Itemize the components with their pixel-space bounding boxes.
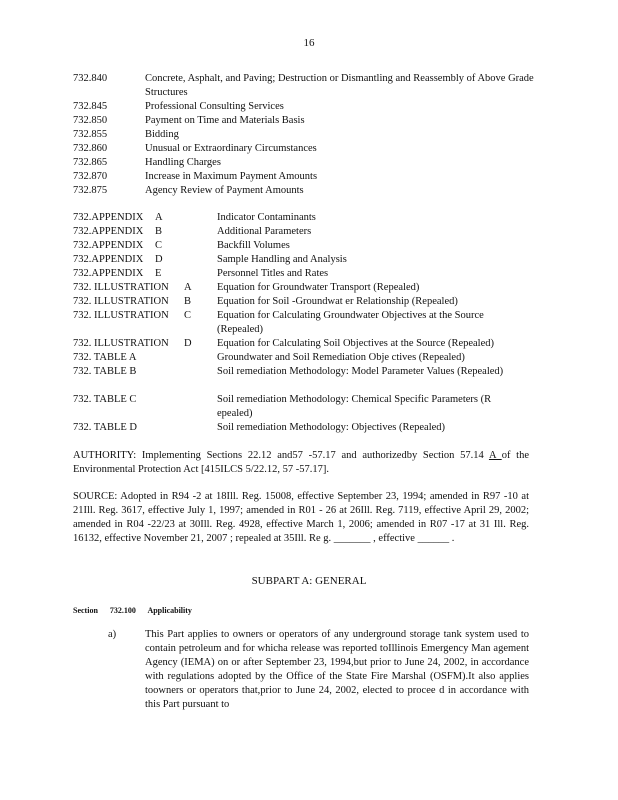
illustration-label: 732. ILLUSTRATION — [73, 338, 169, 349]
table-label: 732. TABLE C — [73, 394, 137, 405]
illustration-description: Equation for Soil -Groundwat er Relationship (Repealed) — [217, 296, 458, 307]
appendix-description: Sample Handling and Analysis — [217, 254, 347, 265]
subpart-heading: SUBPART A: GENERAL — [251, 575, 367, 587]
illustration-letter: D — [184, 338, 192, 349]
item-a-label: a) — [108, 629, 117, 640]
toc-description: Unusual or Extraordinary Circumstances — [145, 143, 317, 154]
toc-number: 732.875 — [73, 185, 108, 196]
table-label: 732. TABLE D — [73, 422, 138, 433]
item-a-text: This Part applies to owners or operators of any underground storage tank system used to contain petroleum and for whicha release was reported toIllinois Emergency Man agement Agency (IEMA) on or after September 23, 1994,but prior to June 24, 2002, in accordance with regulations adopted by the Office of the State Fire Marshal (OSFM).It also applies toowners or operators that,prior to June 24, 2002, elected to procee d in accordance with this Part pursuant to — [145, 629, 529, 710]
illustration-description: Equation for Groundwater Transport (Repealed) — [217, 282, 420, 293]
table-description: Soil remediation Methodology: Chemical Specific Parameters (R epealed) — [217, 394, 492, 419]
appendix-label: 732.APPENDIX — [73, 226, 144, 237]
section-label: Section — [73, 606, 98, 615]
appendix-description: Backfill Volumes — [217, 240, 290, 251]
illustration-description: Equation for Calculating Groundwater Objectives at the Source (Repealed) — [217, 310, 484, 335]
table-label: 732. TABLE B — [73, 366, 137, 377]
illustration-label: 732. ILLUSTRATION — [73, 296, 169, 307]
toc-description: Handling Charges — [145, 157, 221, 168]
section-heading — [73, 604, 202, 618]
toc-number: 732.840 — [73, 73, 108, 84]
authority-text-continued: of the Environmental Protection Act [415ILCS 5/22.12, 57 -57.17]. — [73, 450, 529, 475]
toc-number: 732.855 — [73, 129, 108, 140]
toc-number: 732.860 — [73, 143, 108, 154]
source-paragraph — [73, 490, 529, 546]
authority-text: AUTHORITY: Implementing Sections 22.12 and57 -57.17 and authorizedby Section 57.14 — [73, 450, 489, 461]
appendix-description: Indicator Contaminants — [217, 212, 316, 223]
toc-number: 732.865 — [73, 157, 108, 168]
appendix-description: Personnel Titles and Rates — [217, 268, 329, 279]
toc-description: Payment on Time and Materials Basis — [145, 115, 305, 126]
table-label: 732. TABLE A — [73, 352, 137, 363]
source-blank-1: _______ — [333, 533, 371, 544]
toc-description: Concrete, Asphalt, and Paving; Destruction or Dismantling and Reassembly of Above Grade Structures — [145, 73, 534, 98]
toc-number: 732.845 — [73, 101, 108, 112]
appendix-letter: D — [155, 254, 163, 265]
appendix-description: Additional Parameters — [217, 226, 312, 237]
appendix-letter: A — [155, 212, 163, 223]
toc-description: Professional Consulting Services — [145, 101, 284, 112]
illustration-letter: A — [184, 282, 192, 293]
appendix-letter: E — [155, 268, 162, 279]
authority-underlined: A — [488, 450, 502, 461]
source-end: . — [449, 533, 455, 544]
appendix-letter: B — [155, 226, 163, 237]
appendix-label: 732.APPENDIX — [73, 212, 144, 223]
source-text: SOURCE: Adopted in R94 -2 at 18Ill. Reg. 15008, effective September 23, 1994; amended in R97 -10 at 21Ill. Reg. 3617, effective July 1, 1997; amended in R01 - 26 at 26Ill. Reg. 7119, effective April 29, 2002; amended in R04 -22/23 at 30Ill. Reg. 4928, effective March 1, 2006; amended in R07 -17 at 31 Ill. Reg. 16132, effective November 21, 2007 ; repealed at 35Ill. Re g. — [73, 491, 529, 544]
section-number: 732.100 — [109, 606, 136, 615]
appendix-label: 732.APPENDIX — [73, 268, 144, 279]
toc-number: 732.850 — [73, 115, 108, 126]
toc-description: Agency Review of Payment Amounts — [145, 185, 304, 196]
illustration-description: Equation for Calculating Soil Objectives at the Source (Repealed) — [217, 338, 494, 349]
table-description: Soil remediation Methodology: Model Parameter Values (Repealed) — [217, 366, 504, 377]
illustration-letter: C — [184, 310, 192, 321]
appendix-letter: C — [155, 240, 163, 251]
table-description: Soil remediation Methodology: Objectives (Repealed) — [217, 422, 446, 433]
illustration-letter: B — [184, 296, 192, 307]
toc-number: 732.870 — [73, 171, 108, 182]
source-blank-2: ______ — [417, 533, 450, 544]
section-title: Applicability — [147, 606, 192, 615]
page-number: 16 — [303, 37, 315, 49]
toc-description: Increase in Maximum Payment Amounts — [145, 171, 318, 182]
appendix-label: 732.APPENDIX — [73, 240, 144, 251]
illustration-label: 732. ILLUSTRATION — [73, 310, 169, 321]
toc-description: Bidding — [145, 129, 179, 140]
table-description: Groundwater and Soil Remediation Obje ctives (Repealed) — [217, 352, 465, 363]
authority-paragraph — [73, 449, 529, 477]
illustration-label: 732. ILLUSTRATION — [73, 282, 169, 293]
source-effective: , effective — [370, 533, 418, 544]
appendix-label: 732.APPENDIX — [73, 254, 144, 265]
